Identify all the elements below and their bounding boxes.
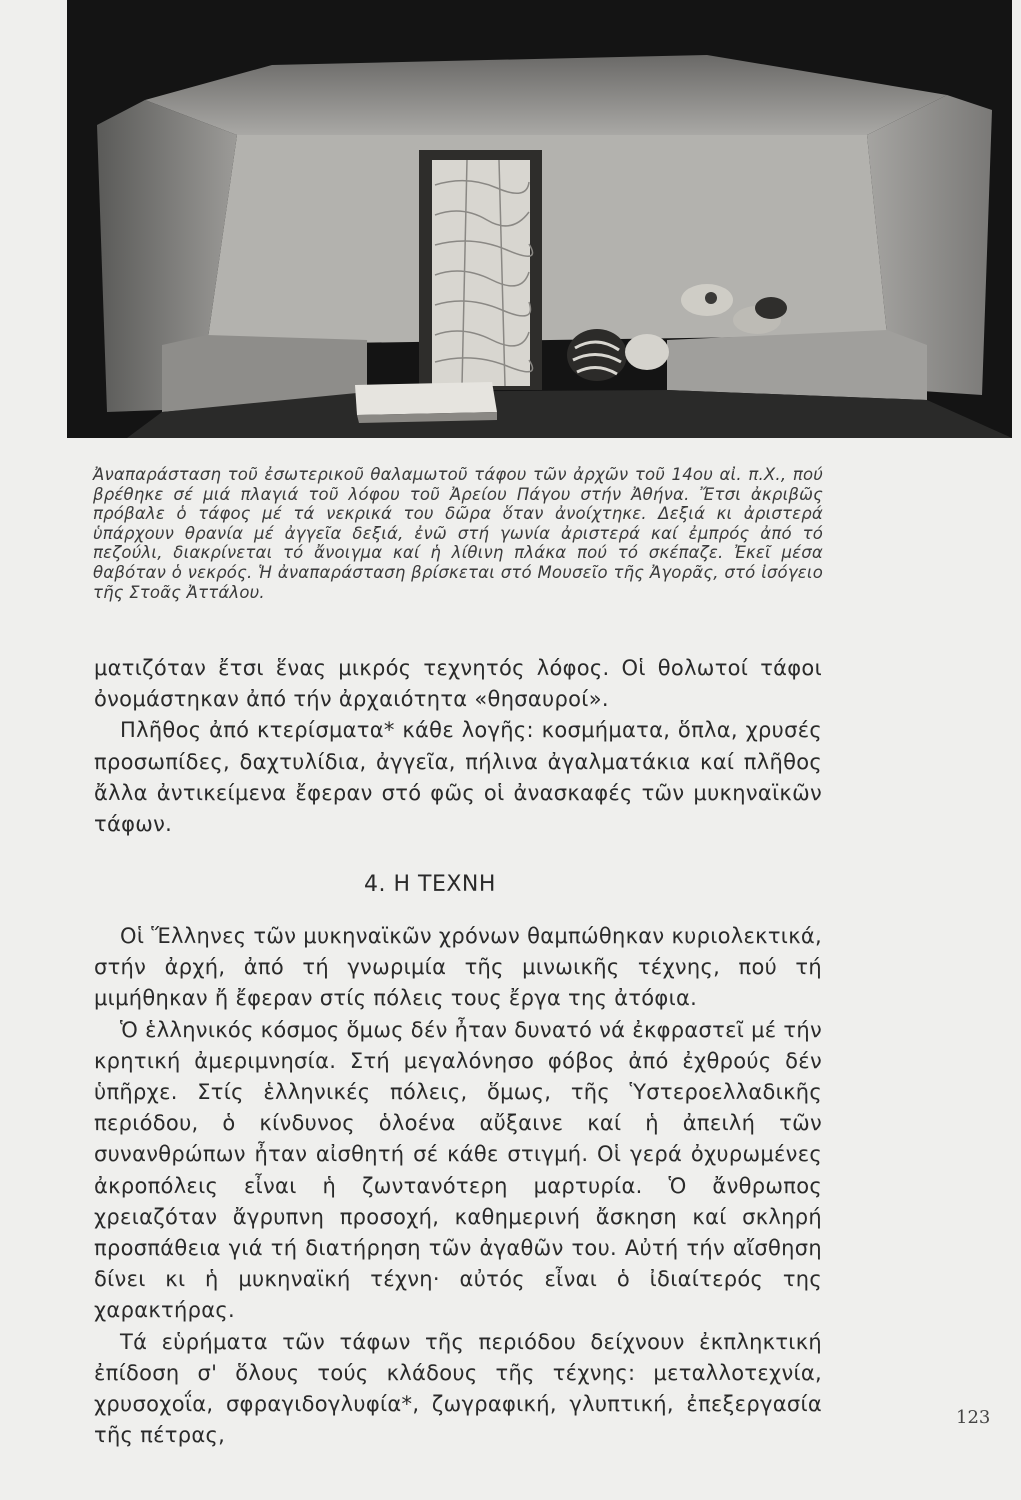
paragraph: Ὁ ἑλληνικός κόσμος ὅμως δέν ἦταν δυνατό νά ἐκφραστεῖ μέ τήν κρητική ἀμεριμνησία. Στή μεγαλόνησο φόβος ἀπό ἐχθρούς δέν ὑπῆρχε. Στίς ἑλληνικές πόλεις, ὅμως, τῆς Ὑστεροελλαδικῆς περιόδου, ὁ κίνδυνος ὁλοένα αὔξαινε καί ἡ ἀπειλή τῶν συνανθρώπων ἦταν αἰσθητή σέ κάθε στιγμή. Οἱ γερά ὀχυρωμένες ἀκροπόλεις εἶναι ἡ ζωντανότερη μαρτυρία. Ὁ ἄνθρωπος χρειαζόταν ἄγρυπνη προσοχή, καθημερινή ἄσκηση καί σκληρή προσπάθεια γιά τή διατήρηση τῶν ἀγαθῶν του. Αὐτή τήν αἴσθηση δίνει κι ἡ μυκηναϊκή τέχνη· αὐτός εἶναι ὁ ἰδιαίτερός της χαρακτήρας. (94, 1017, 823, 1323)
section-heading: 4. Η ΤΕΧΝΗ (364, 872, 496, 897)
page-number: 123 (956, 1407, 991, 1428)
paragraph: ματιζόταν ἔτσι ἕνας μικρός τεχνητός λόφος. Οἱ θολωτοί τάφοι ὀνομάστηκαν ἀπό τήν ἀρχαιότητα «θησαυροί». (94, 656, 822, 712)
section-intro-text (94, 653, 822, 840)
paragraph: Τά εὑρήματα τῶν τάφων τῆς περιόδου δείχνουν ἐκπληκτική ἐπίδοση σ' ὅλους τούς κλάδους τῆς τέχνης: μεταλλοτεχνία, χρυσοχοΐα, σφραγιδογλυφία*, ζωγραφική, γλυπτική, ἐπεξεργασία τῆς πέτρας, (94, 1329, 822, 1448)
paragraph: Οἱ Ἕλληνες τῶν μυκηναϊκῶν χρόνων θαμπώθηκαν κυριολεκτικά, στήν ἀρχή, ἀπό τή γνωριμία τῆς μινωικῆς τέχνης, πού τή μιμήθηκαν ἤ ἔφεραν στίς πόλεις τους ἔργα της ἀτόφια. (94, 924, 822, 1011)
section-art-text (94, 921, 822, 1451)
tomb-photograph (67, 0, 1012, 438)
paragraph: Πλῆθος ἀπό κτερίσματα* κάθε λογῆς: κοσμήματα, ὅπλα, χρυσές προσωπίδες, δαχτυλίδια, ἀγγεῖα, πήλινα ἀγαλματάκια καί πλῆθος ἄλλα ἀντικείμενα ἔφεραν στό φῶς οἱ ἀνασκαφές τῶν μυκηναϊκῶν τάφων. (94, 718, 822, 837)
figure-caption: Ἀναπαράσταση τοῦ ἐσωτερικοῦ θαλαμωτοῦ τάφου τῶν ἀρχῶν τοῦ 14ου αἰ. π.Χ., πού βρέθηκε σέ μιά πλαγιά τοῦ λόφου τοῦ Ἀρείου Πάγου στήν Ἀθήνα. Ἔτσι ἀκριβῶς πρόβαλε ὁ τάφος μέ τά νεκρικά του δῶρα ὅταν ἀνοίχτηκε. Δεξιά κι ἀριστερά ὑπάρχουν θρανία μέ ἀγγεῖα δεξιά, ἐνῶ στή γωνία ἀριστερά καί ἐμπρός ἀπό τό πεζούλι, διακρίνεται τό ἄνοιγμα καί ἡ λίθινη πλάκα πού τό σκέπαζε. Ἐκεῖ μέσα θαβόταν ὁ νεκρός. Ἡ ἀναπαράσταση βρίσκεται στό Μουσεῖο τῆς Ἀγορᾶς, στό ἰσόγειο τῆς Στοᾶς Ἀττάλου. (93, 465, 823, 602)
